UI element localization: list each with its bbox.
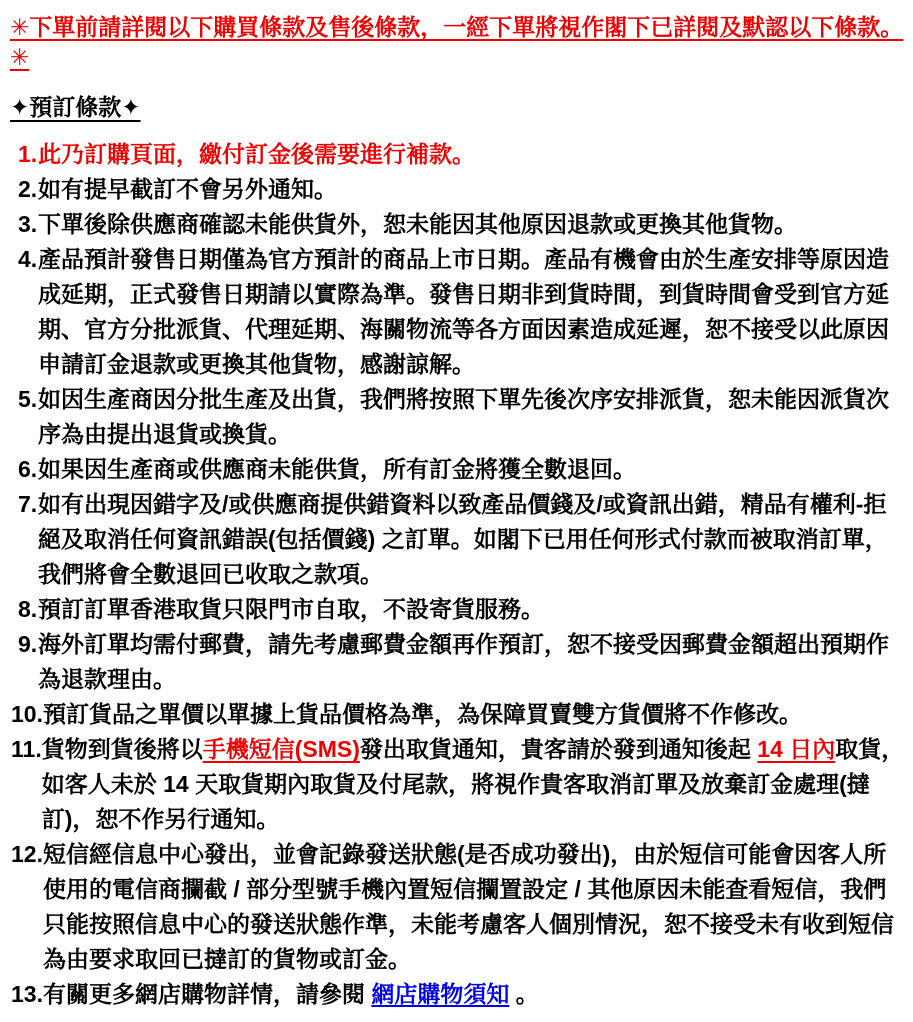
term-item (8, 977, 907, 1012)
term-number: 3. (18, 211, 38, 237)
term-item (8, 242, 907, 382)
term-segment: 海外訂單均需付郵費，請先考慮郵費金額再作預訂，恕不接受因郵費金額超出預期作為退款理由。 (38, 631, 889, 692)
term-segment: 發出取貨通知，貴客請於發到通知後起 (359, 736, 758, 762)
term-number: 2. (18, 176, 38, 202)
term-item (8, 592, 907, 627)
section-title: ✦預訂條款✦ (10, 94, 141, 120)
term-segment: 。 (509, 981, 539, 1007)
term-item (8, 487, 907, 592)
term-segment: 短信經信息中心發出，並會記錄發送狀態(是否成功發出)，由於短信可能會因客人所使用的電信商攔截 / 部分型號手機內置短信攔置設定 / 其他原因未能查看短信，我們只能按照信息中心的發送狀態作準，未能考慮客人個別情況，恕不接受未有收到短信為由要求取回已撻訂的貨物或訂金。 (42, 841, 894, 972)
term-text (38, 172, 907, 207)
term-number: 10. (11, 701, 43, 727)
term-segment: 有關更多網店購物詳情，請參閱 (42, 981, 372, 1007)
term-item (8, 732, 907, 837)
term-text (38, 592, 907, 627)
term-segment: 預訂貨品之單價以單據上貨品價格為準，為保障買賣雙方貨價將不作修改。 (42, 701, 802, 727)
term-segment: 如果因生產商或供應商未能供貨，所有訂金將獲全數退回。 (38, 456, 636, 482)
term-number: 5. (18, 386, 38, 412)
term-item (8, 452, 907, 487)
term-text (43, 977, 907, 1012)
term-item (8, 172, 907, 207)
term-number: 4. (18, 246, 38, 272)
term-text (43, 697, 907, 732)
term-segment: 取貨，如客人未於 14 天取貨期內取貨及付尾款，將視作貴客取消訂單及放棄訂金處理(撻訂)，恕不作另行通知。 (41, 736, 905, 832)
term-number: 8. (18, 596, 38, 622)
term-number: 7. (18, 491, 38, 517)
term-item (8, 697, 907, 732)
term-text (38, 487, 907, 592)
term-item (8, 207, 907, 242)
term-text (38, 207, 907, 242)
term-text (38, 452, 907, 487)
term-text (38, 382, 907, 452)
term-item (8, 137, 907, 172)
term-text (38, 627, 907, 697)
term-item (8, 837, 907, 977)
term-segment: 下單後除供應商確認未能供貨外，恕未能因其他原因退款或更換其他貨物。 (38, 211, 797, 237)
term-number: 6. (18, 456, 38, 482)
term-segment: 貨物到貨後將以 (41, 736, 203, 762)
term-text (43, 837, 907, 977)
term-segment: 此乃訂購頁面，繳付訂金後需要進行補款。 (38, 141, 475, 167)
term-text (42, 732, 907, 837)
term-segment: 預訂訂單香港取貨只限門市自取，不設寄貨服務。 (38, 596, 544, 622)
term-number: 1. (18, 141, 38, 167)
term-segment: 產品預計發售日期僅為官方預計的商品上市日期。產品有機會由於生產安排等原因造成延期，正式發售日期請以實際為準。發售日期非到貨時間，到貨時間會受到官方延期、官方分批派貨、代理延期、海關物流等各方面因素造成延遲，恕不接受以此原因申請訂金退款或更換其他貨物，感謝諒解。 (38, 246, 889, 377)
term-number: 9. (18, 631, 38, 657)
warning-header: ✳下單前請詳閱以下購買條款及售後條款，一經下單將視作閣下已詳閱及默認以下條款。✳ (10, 14, 904, 70)
term-item (8, 382, 907, 452)
term-segment: 手機短信(SMS) (202, 736, 360, 762)
term-segment: 14 日內 (757, 736, 836, 762)
term-number: 12. (11, 841, 43, 867)
term-number: 11. (11, 736, 42, 762)
term-segment: 如有提早截訂不會另外通知。 (38, 176, 337, 202)
shopping-guide-link[interactable]: 網店購物須知 (371, 981, 510, 1007)
term-segment: 如有出現因錯字及/或供應商提供錯資料以致產品價錢及/或資訊出錯，精品有權利-拒絕及取消任何資訊錯誤(包括價錢) 之訂單。如閣下已用任何形式付款而被取消訂單，我們將會全數退回已收取之款項。 (38, 491, 888, 587)
term-text (38, 242, 907, 382)
term-number: 13. (11, 981, 43, 1007)
terms-list (8, 137, 907, 1012)
term-item (8, 627, 907, 697)
term-segment: 如因生產商因分批生產及出貨，我們將按照下單先後次序安排派貨，恕未能因派貨次序為由提出退貨或換貨。 (38, 386, 889, 447)
term-text (38, 137, 907, 172)
